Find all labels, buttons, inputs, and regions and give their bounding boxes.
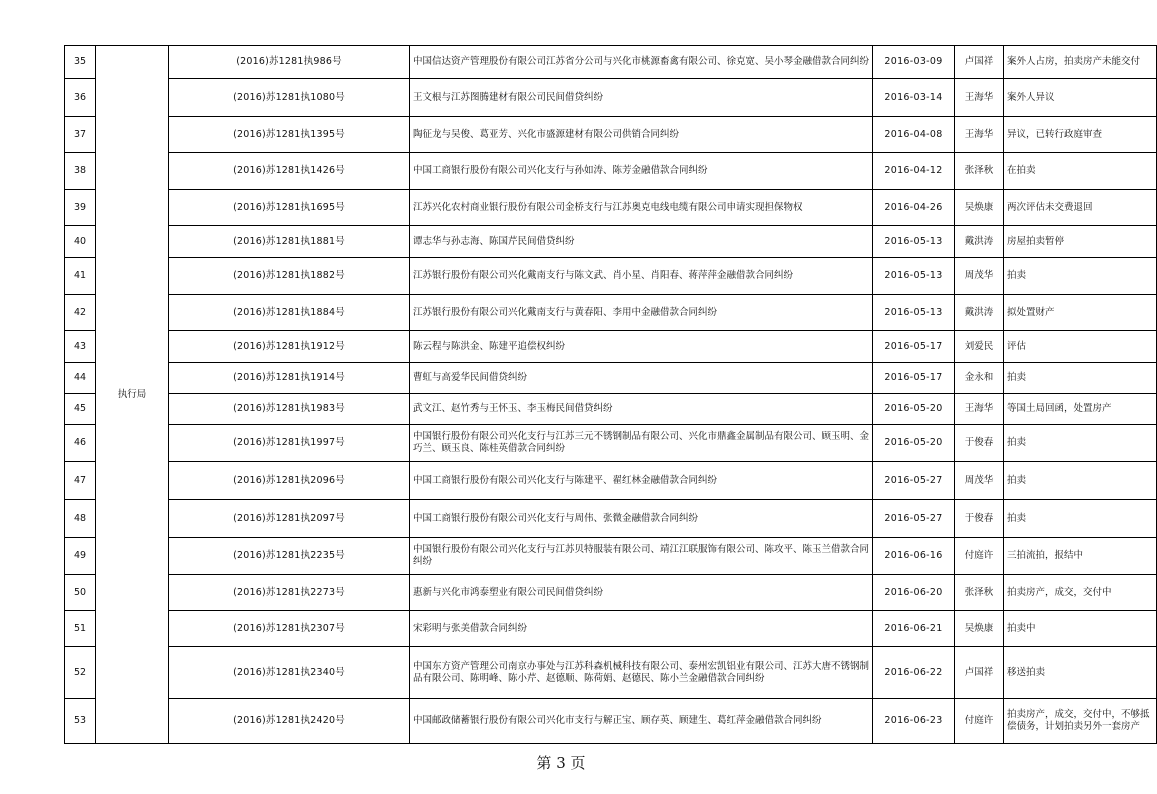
case-title: 中国银行股份有限公司兴化支行与江苏三元不锈钢制品有限公司、兴化市鼎鑫金属制品有限公司、顾玉明、金巧兰、顾玉良、陈桂英借款合同纠纷 — [410, 425, 873, 462]
case-status: 拟处置财产 — [1004, 295, 1157, 331]
filing-date: 2016-06-21 — [873, 611, 955, 647]
table-row — [65, 331, 1157, 363]
case-number: (2016)苏1281执986号 — [169, 46, 410, 79]
row-number: 52 — [65, 647, 96, 699]
judge-name: 王海华 — [955, 79, 1004, 117]
filing-date: 2016-04-12 — [873, 153, 955, 190]
case-status: 评估 — [1004, 331, 1157, 363]
judge-name: 卢国祥 — [955, 46, 1004, 79]
case-number: (2016)苏1281执2420号 — [169, 699, 410, 744]
case-title: 江苏银行股份有限公司兴化戴南支行与陈文武、肖小星、肖阳春、蒋萍萍金融借款合同纠纷 — [410, 258, 873, 295]
row-number: 51 — [65, 611, 96, 647]
judge-name: 卢国祥 — [955, 647, 1004, 699]
case-title: 江苏银行股份有限公司兴化戴南支行与黄春阳、李用中金融借款合同纠纷 — [410, 295, 873, 331]
case-number: (2016)苏1281执1884号 — [169, 295, 410, 331]
row-number: 46 — [65, 425, 96, 462]
row-number: 49 — [65, 538, 96, 575]
table-row — [65, 647, 1157, 699]
filing-date: 2016-05-17 — [873, 331, 955, 363]
case-title: 陈云程与陈洪金、陈建平追偿权纠纷 — [410, 331, 873, 363]
table-row — [65, 500, 1157, 538]
case-title: 曹虹与高爱华民间借贷纠纷 — [410, 363, 873, 394]
case-number: (2016)苏1281执1882号 — [169, 258, 410, 295]
case-status: 拍卖 — [1004, 500, 1157, 538]
filing-date: 2016-05-27 — [873, 500, 955, 538]
case-status: 拍卖 — [1004, 425, 1157, 462]
filing-date: 2016-05-20 — [873, 394, 955, 425]
table-row — [65, 462, 1157, 500]
judge-name: 金永和 — [955, 363, 1004, 394]
filing-date: 2016-04-26 — [873, 190, 955, 226]
table-row — [65, 46, 1157, 79]
case-title: 中国工商银行股份有限公司兴化支行与陈建平、翟红林金融借款合同纠纷 — [410, 462, 873, 500]
case-number: (2016)苏1281执1080号 — [169, 79, 410, 117]
case-number: (2016)苏1281执1997号 — [169, 425, 410, 462]
case-status: 移送拍卖 — [1004, 647, 1157, 699]
judge-name: 张泽秋 — [955, 575, 1004, 611]
filing-date: 2016-06-23 — [873, 699, 955, 744]
table-row — [65, 363, 1157, 394]
table-row — [65, 425, 1157, 462]
case-number: (2016)苏1281执1912号 — [169, 331, 410, 363]
case-number: (2016)苏1281执1395号 — [169, 117, 410, 153]
table-row — [65, 611, 1157, 647]
filing-date: 2016-05-13 — [873, 295, 955, 331]
case-number: (2016)苏1281执2096号 — [169, 462, 410, 500]
filing-date: 2016-06-16 — [873, 538, 955, 575]
case-status: 拍卖中 — [1004, 611, 1157, 647]
case-title: 武文江、赵竹秀与王怀玉、李玉梅民间借贷纠纷 — [410, 394, 873, 425]
case-status: 等国土局回函，处置房产 — [1004, 394, 1157, 425]
table-row — [65, 295, 1157, 331]
case-status: 异议，已转行政庭审查 — [1004, 117, 1157, 153]
row-number: 47 — [65, 462, 96, 500]
case-number: (2016)苏1281执2340号 — [169, 647, 410, 699]
case-title: 谭志华与孙志海、陈国芹民间借贷纠纷 — [410, 226, 873, 258]
case-title: 中国东方资产管理公司南京办事处与江苏科森机械科技有限公司、泰州宏凯铝业有限公司、江苏大唐不锈钢制品有限公司、陈明峰、陈小芹、赵德顺、陈荷娟、赵德民、陈小兰金融借款合同纠纷 — [410, 647, 873, 699]
case-title: 中国银行股份有限公司兴化支行与江苏贝特服装有限公司、靖江江联服饰有限公司、陈攻平、陈玉兰借款合同纠纷 — [410, 538, 873, 575]
case-number: (2016)苏1281执1914号 — [169, 363, 410, 394]
judge-name: 王海华 — [955, 394, 1004, 425]
filing-date: 2016-05-13 — [873, 258, 955, 295]
case-title: 中国工商银行股份有限公司兴化支行与周伟、张微金融借款合同纠纷 — [410, 500, 873, 538]
row-number: 35 — [65, 46, 96, 79]
row-number: 48 — [65, 500, 96, 538]
table-row — [65, 394, 1157, 425]
filing-date: 2016-05-13 — [873, 226, 955, 258]
judge-name: 吴焕康 — [955, 190, 1004, 226]
judge-name: 付庭许 — [955, 699, 1004, 744]
judge-name: 刘爱民 — [955, 331, 1004, 363]
judge-name: 戴洪涛 — [955, 226, 1004, 258]
filing-date: 2016-03-14 — [873, 79, 955, 117]
row-number: 40 — [65, 226, 96, 258]
judge-name: 周茂华 — [955, 462, 1004, 500]
case-status: 房屋拍卖暂停 — [1004, 226, 1157, 258]
case-number: (2016)苏1281执1426号 — [169, 153, 410, 190]
case-title: 中国邮政储蓄银行股份有限公司兴化市支行与解正宝、顾存英、顾建生、葛红萍金融借款合同纠纷 — [410, 699, 873, 744]
table-row — [65, 575, 1157, 611]
case-table-body — [65, 46, 1157, 744]
row-number: 50 — [65, 575, 96, 611]
case-status: 在拍卖 — [1004, 153, 1157, 190]
case-status: 三拍流拍，报结中 — [1004, 538, 1157, 575]
footer-suffix: 页 — [570, 754, 586, 772]
filing-date: 2016-05-17 — [873, 363, 955, 394]
filing-date: 2016-06-20 — [873, 575, 955, 611]
case-title: 陶征龙与吴俊、葛亚芳、兴化市盛源建材有限公司供销合同纠纷 — [410, 117, 873, 153]
filing-date: 2016-06-22 — [873, 647, 955, 699]
case-number: (2016)苏1281执2273号 — [169, 575, 410, 611]
judge-name: 付庭许 — [955, 538, 1004, 575]
row-number: 44 — [65, 363, 96, 394]
page-footer — [0, 752, 1122, 773]
case-number: (2016)苏1281执2235号 — [169, 538, 410, 575]
case-number: (2016)苏1281执1983号 — [169, 394, 410, 425]
case-number: (2016)苏1281执2307号 — [169, 611, 410, 647]
footer-prefix: 第 — [536, 754, 552, 772]
case-status: 拍卖房产，成交，交付中，不够抵偿债务，计划拍卖另外一套房产 — [1004, 699, 1157, 744]
case-title: 中国信达资产管理股份有限公司江苏省分公司与兴化市桃源畜禽有限公司、徐克宽、吴小琴金融借款合同纠纷 — [410, 46, 873, 79]
row-number: 36 — [65, 79, 96, 117]
filing-date: 2016-03-09 — [873, 46, 955, 79]
row-number: 43 — [65, 331, 96, 363]
table-row — [65, 258, 1157, 295]
case-status: 案外人占房，拍卖房产未能交付 — [1004, 46, 1157, 79]
case-table — [64, 45, 1157, 744]
filing-date: 2016-05-27 — [873, 462, 955, 500]
case-title: 惠新与兴化市鸿泰塑业有限公司民间借贷纠纷 — [410, 575, 873, 611]
row-number: 53 — [65, 699, 96, 744]
row-number: 37 — [65, 117, 96, 153]
table-row — [65, 190, 1157, 226]
table-row — [65, 153, 1157, 190]
table-row — [65, 79, 1157, 117]
case-title: 江苏兴化农村商业银行股份有限公司金桥支行与江苏奥克电线电缆有限公司申请实现担保物权 — [410, 190, 873, 226]
row-number: 39 — [65, 190, 96, 226]
case-status: 两次评估未交费退回 — [1004, 190, 1157, 226]
case-status: 拍卖 — [1004, 462, 1157, 500]
table-row — [65, 117, 1157, 153]
row-number: 45 — [65, 394, 96, 425]
case-title: 中国工商银行股份有限公司兴化支行与孙如涛、陈芳金融借款合同纠纷 — [410, 153, 873, 190]
case-number: (2016)苏1281执1695号 — [169, 190, 410, 226]
case-number: (2016)苏1281执2097号 — [169, 500, 410, 538]
judge-name: 吴焕康 — [955, 611, 1004, 647]
case-title: 宋彩明与张美借款合同纠纷 — [410, 611, 873, 647]
table-row — [65, 699, 1157, 744]
case-status: 拍卖 — [1004, 258, 1157, 295]
page-number: 3 — [556, 754, 566, 772]
row-number: 41 — [65, 258, 96, 295]
case-number: (2016)苏1281执1881号 — [169, 226, 410, 258]
case-status: 拍卖 — [1004, 363, 1157, 394]
judge-name: 于俊春 — [955, 500, 1004, 538]
judge-name: 于俊春 — [955, 425, 1004, 462]
case-status: 案外人异议 — [1004, 79, 1157, 117]
row-number: 38 — [65, 153, 96, 190]
department-cell: 执行局 — [96, 46, 169, 744]
case-status: 拍卖房产，成交，交付中 — [1004, 575, 1157, 611]
case-title: 王文根与江苏图腾建材有限公司民间借贷纠纷 — [410, 79, 873, 117]
judge-name: 周茂华 — [955, 258, 1004, 295]
table-row — [65, 226, 1157, 258]
judge-name: 戴洪涛 — [955, 295, 1004, 331]
row-number: 42 — [65, 295, 96, 331]
filing-date: 2016-04-08 — [873, 117, 955, 153]
judge-name: 王海华 — [955, 117, 1004, 153]
filing-date: 2016-05-20 — [873, 425, 955, 462]
judge-name: 张泽秋 — [955, 153, 1004, 190]
table-row — [65, 538, 1157, 575]
